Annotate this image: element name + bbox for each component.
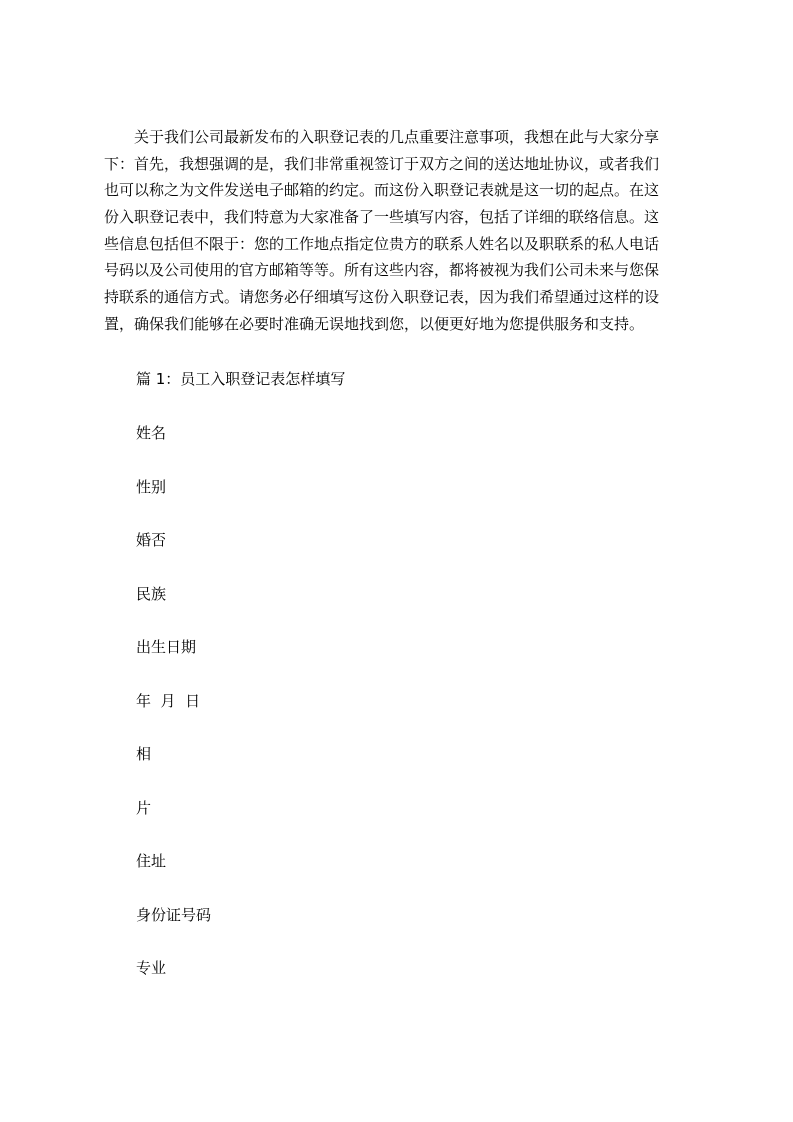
field-label-marital-status: 婚否	[136, 531, 167, 549]
field-label-birth-date: 出生日期	[136, 638, 197, 656]
intro-paragraph	[104, 124, 698, 338]
field-label-date-format: 年 月 日	[136, 691, 201, 710]
intro-line: 也可以称之为文件发送电子邮箱的约定。而这份入职登记表就是这一切的起点。在这	[104, 181, 660, 200]
intro-line: 关于我们公司最新发布的入职登记表的几点重要注意事项，我想在此与大家分享	[134, 128, 660, 146]
intro-line: 号码以及公司使用的官方邮箱等等。所有这些内容，都将被视为我们公司未来与您保	[104, 261, 660, 280]
field-label-photo-2: 片	[136, 798, 152, 817]
field-label-ethnicity: 民族	[136, 584, 167, 603]
field-label-address: 住址	[136, 852, 167, 870]
intro-line: 些信息包括但不限于：您的工作地点指定位贵方的联系人姓名以及职联系的私人电话	[104, 234, 660, 253]
intro-line: 下：首先，我想强调的是，我们非常重视签订于双方之间的送达地址协议，或者我们	[104, 154, 660, 173]
field-label-id-number: 身份证号码	[136, 905, 212, 924]
form-field-list	[136, 422, 211, 1011]
field-label-gender: 性别	[136, 477, 167, 496]
intro-line: 份入职登记表中，我们特意为大家准备了一些填写内容，包括了详细的联络信息。这	[104, 208, 660, 227]
intro-line: 置，确保我们能够在必要时准确无误地找到您，以便更好地为您提供服务和支持。	[104, 314, 645, 333]
field-label-photo-1: 相	[136, 745, 152, 763]
field-label-name: 姓名	[136, 424, 167, 442]
field-label-major: 专业	[136, 959, 167, 977]
intro-line: 持联系的通信方式。请您务必仔细填写这份入职登记表，因为我们希望通过这样的设	[104, 288, 660, 307]
section-heading: 篇 1：员工入职登记表怎样填写	[136, 370, 346, 388]
